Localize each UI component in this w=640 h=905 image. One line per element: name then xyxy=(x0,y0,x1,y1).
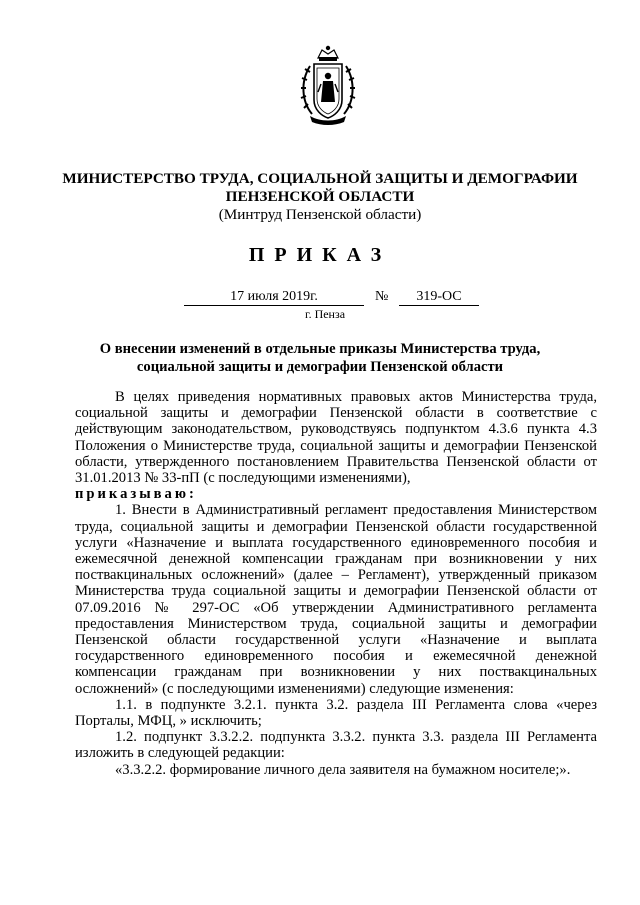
ministry-short-name: (Минтруд Пензенской области) xyxy=(218,206,422,223)
order-word-line xyxy=(75,486,597,502)
subject-line2: социальной защиты и демографии Пензенской области xyxy=(136,359,504,375)
preamble-paragraph: В целях приведения нормативных правовых актов Министерства труда, социальной защиты и демографии Пензенской области в соответствие с действующим законодательством, руководствуясь подпунктом 4.3.6 пункта 4.3 Положения о Министерстве труда, социальной защиты и демографии Пензенской области, утвержденного постановлением Правительства Пензенской области от 31.01.2013 № 33-пП (с последующими изменениями), xyxy=(75,389,597,487)
order-body xyxy=(75,389,597,778)
order-number: 319-ОС xyxy=(399,288,479,306)
ministry-name-line1: МИНИСТЕРСТВО ТРУДА, СОЦИАЛЬНОЙ ЗАЩИТЫ И ДЕМОГРАФИИ xyxy=(62,170,578,187)
document-type-title: ПРИКАЗ xyxy=(248,244,392,266)
item-1-2-quote-paragraph: «3.3.2.2. формирование личного дела заявителя на бумажном носителе;». xyxy=(115,761,571,778)
order-date: 17 июля 2019г. xyxy=(184,288,364,306)
item-1-1-paragraph: 1.1. в подпункте 3.2.1. пункта 3.2. раздела III Регламента слова «через Порталы, МФЦ, » исключить; xyxy=(75,696,597,730)
order-city: г. Пенза xyxy=(305,307,346,321)
number-sign: № xyxy=(375,289,389,304)
order-subject xyxy=(60,340,580,376)
coat-of-arms-emblem xyxy=(298,44,358,126)
order-word: приказываю: xyxy=(75,486,197,503)
item-1-paragraph: 1. Внести в Административный регламент предоставления Министерством труда, социальной защиты и демографии Пензенской области государственной услуги «Назначение и выплата государственного единовременного пособия и ежемесячной денежной компенсации гражданам при возникновении у них поствакцинальных осложнений» (далее – Регламент), утвержденный приказом Министерства труда социальной защиты и демографии Пензенской области от 07.09.2016 № 297-ОС «Об утверждении Административного регламента предоставления Министерством труда, социальной защиты и демографии Пензенской области государственной услуги «Назначение и выплата государственного единовременного пособия и ежемесячной денежной компенсации гражданам при возникновении у них поствакцинальных осложнений» (с последующими изменениями) следующие изменения: xyxy=(75,502,597,697)
subject-line1: О внесении изменений в отдельные приказы Министерства труда, xyxy=(99,341,541,357)
ministry-name-line2: ПЕНЗЕНСКОЙ ОБЛАСТИ xyxy=(225,188,415,205)
item-1-2-paragraph: 1.2. подпункт 3.3.2.2. подпункта 3.3.2. пункта 3.3. раздела III Регламента изложить в следующей редакции: xyxy=(75,729,597,762)
